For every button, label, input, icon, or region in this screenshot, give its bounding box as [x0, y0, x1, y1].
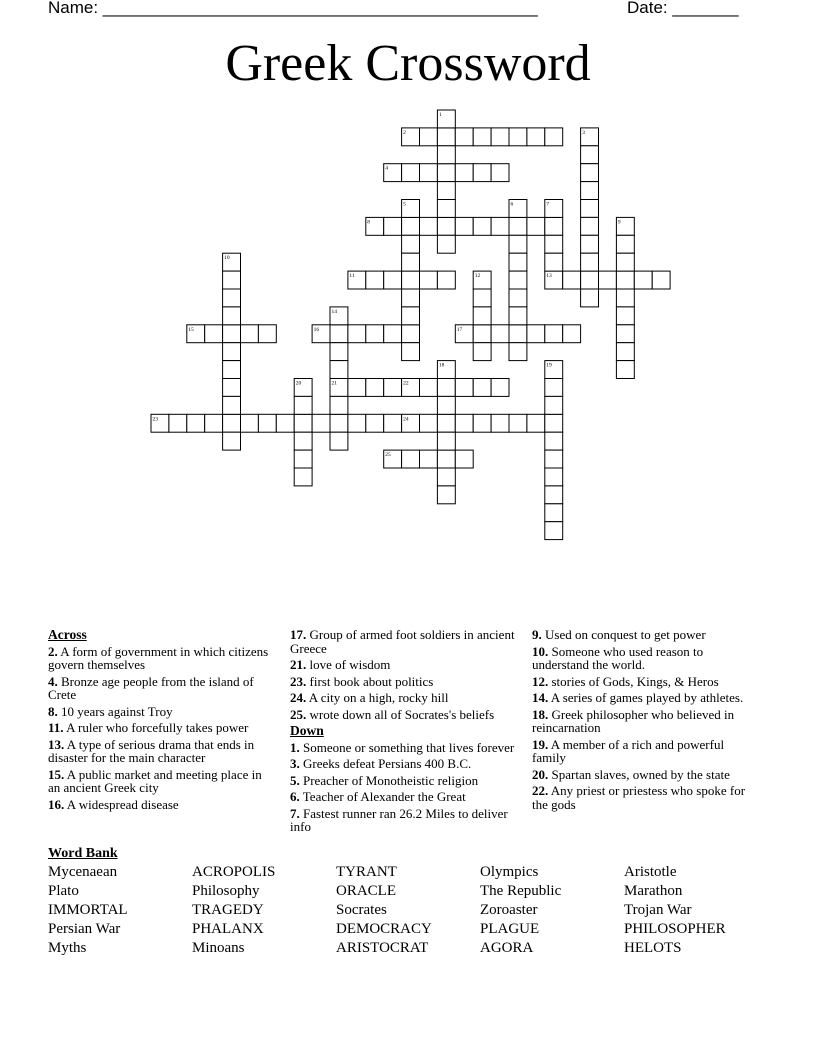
grid-cell[interactable]	[473, 379, 491, 397]
clue-item	[290, 774, 515, 788]
grid-cell[interactable]	[545, 217, 563, 235]
grid-cell[interactable]	[581, 253, 599, 271]
cell-number: 9	[617, 219, 621, 226]
grid-cell[interactable]	[437, 468, 455, 486]
clue-text: Someone or something that lives forever	[299, 739, 515, 755]
cell-number: 6	[510, 201, 514, 208]
clue-item	[532, 645, 757, 672]
grid-cell[interactable]	[223, 396, 241, 414]
grid-cell[interactable]	[509, 217, 527, 235]
grid-cell[interactable]	[223, 343, 241, 361]
grid-cell[interactable]	[241, 414, 259, 432]
grid-cell[interactable]	[509, 253, 527, 271]
grid-cell[interactable]	[545, 468, 563, 486]
grid-cell[interactable]	[455, 164, 473, 182]
clue-text: Spartan slaves, owned by the state	[548, 766, 730, 782]
grid-cell[interactable]	[455, 379, 473, 397]
clue-number: 2.	[48, 643, 58, 659]
cell-number: 8	[367, 219, 371, 226]
clue-item	[48, 798, 273, 812]
clue-text: Preacher of Monotheistic religion	[299, 772, 479, 788]
clue-number: 1.	[290, 739, 300, 755]
clue-text: stories of Gods, Kings, & Heros	[548, 673, 719, 689]
cell-number: 25	[385, 452, 391, 459]
word-bank-item: Socrates	[336, 902, 387, 918]
grid-cell[interactable]	[581, 289, 599, 307]
word-bank-item: Philosophy	[192, 883, 260, 899]
grid-cell[interactable]	[616, 361, 634, 379]
grid-cell[interactable]	[348, 414, 366, 432]
clue-number: 17.	[290, 627, 307, 642]
clue-text: 10 years against Troy	[57, 703, 173, 719]
grid-cell[interactable]	[402, 271, 420, 289]
grid-cell[interactable]	[420, 271, 438, 289]
grid-cell[interactable]	[437, 182, 455, 200]
clue-item	[290, 691, 515, 705]
grid-cell[interactable]	[473, 289, 491, 307]
cell-number: 16	[313, 326, 320, 333]
grid-cell[interactable]	[330, 325, 348, 343]
clue-text: Someone who used reason to understand the world.	[532, 643, 704, 672]
grid-cell[interactable]	[455, 217, 473, 235]
word-bank-item: Plato	[48, 883, 79, 899]
word-bank-item: Olympics	[480, 864, 539, 880]
grid-cell[interactable]	[616, 271, 634, 289]
grid-cell[interactable]	[545, 396, 563, 414]
grid-cell[interactable]	[420, 217, 438, 235]
clue-item	[290, 708, 515, 722]
grid-cell[interactable]	[545, 414, 563, 432]
grid-cell[interactable]	[348, 379, 366, 397]
clue-number: 16.	[48, 796, 65, 812]
grid-cell[interactable]	[616, 235, 634, 253]
grid-cell[interactable]	[509, 235, 527, 253]
clue-number: 8.	[48, 703, 58, 719]
cell-number: 4	[385, 165, 388, 172]
word-bank-item: ARISTOCRAT	[336, 940, 429, 956]
grid-cell[interactable]	[402, 164, 420, 182]
grid-cell[interactable]	[437, 396, 455, 414]
cell-number: 3	[582, 129, 585, 136]
grid-cell[interactable]	[437, 414, 455, 432]
clue-text: Teacher of Alexander the Great	[299, 789, 466, 804]
clue-text: A series of games played by athletes.	[548, 690, 744, 705]
clue-item	[532, 738, 757, 765]
clue-number: 18.	[532, 706, 549, 722]
grid-cell[interactable]	[527, 128, 545, 146]
grid-cell[interactable]	[616, 325, 634, 343]
grid-cell[interactable]	[581, 235, 599, 253]
clue-number: 9.	[532, 627, 542, 642]
grid-cell[interactable]	[545, 379, 563, 397]
clue-number: 12.	[532, 673, 549, 689]
grid-cell[interactable]	[402, 289, 420, 307]
word-bank-item: HELOTS	[624, 940, 682, 956]
grid-cell[interactable]	[437, 432, 455, 450]
across-heading: Across	[48, 627, 87, 642]
cell-number: 24	[403, 416, 409, 423]
grid-cell[interactable]	[545, 522, 563, 540]
clue-text: Group of armed foot soldiers in ancient Greece	[290, 627, 515, 656]
clue-item	[290, 790, 515, 804]
cell-number: 5	[403, 201, 406, 208]
clue-column-3	[532, 628, 757, 814]
clue-text: wrote down all of Socrates's beliefs	[306, 706, 495, 722]
cell-number: 10	[224, 255, 230, 262]
grid-cell[interactable]	[581, 164, 599, 182]
cell-number: 1	[438, 112, 442, 118]
clue-item	[532, 784, 757, 811]
grid-cell[interactable]	[223, 432, 241, 450]
clue-text: A member of a rich and powerful family	[532, 736, 725, 765]
clue-text: Any priest or priestess who spoke for the gods	[532, 783, 746, 812]
word-bank-item: Marathon	[624, 883, 683, 899]
clue-item	[290, 741, 515, 755]
grid-cell[interactable]	[545, 235, 563, 253]
word-bank-item: ACROPOLIS	[192, 864, 276, 880]
clue-text: Bronze age people from the island of Crete	[48, 673, 254, 702]
clue-text: A city on a high, rocky hill	[306, 690, 449, 705]
clue-item	[532, 768, 757, 782]
clue-text: Used on conquest to get power	[541, 627, 706, 642]
grid-cell[interactable]	[348, 325, 366, 343]
grid-cell[interactable]	[545, 504, 563, 522]
grid-cell[interactable]	[205, 414, 223, 432]
word-bank-item: ORACLE	[336, 883, 396, 899]
grid-cell[interactable]	[384, 379, 402, 397]
word-bank-item: AGORA	[480, 940, 534, 956]
cell-number: 13	[546, 273, 552, 280]
grid-cell[interactable]	[581, 217, 599, 235]
clue-number: 25.	[290, 706, 307, 722]
clue-text: Greek philosopher who believed in reincarnation	[532, 706, 735, 735]
grid-cell[interactable]	[258, 325, 276, 343]
grid-cell[interactable]	[420, 450, 438, 468]
grid-cell[interactable]	[473, 164, 491, 182]
grid-cell[interactable]	[616, 307, 634, 325]
grid-cell[interactable]	[491, 325, 509, 343]
name-line[interactable]: Name: ______________________________________________	[48, 0, 538, 17]
date-line[interactable]: Date: _______	[627, 0, 739, 17]
word-bank-item: Minoans	[192, 940, 245, 956]
clue-item	[48, 768, 273, 795]
grid-cell[interactable]	[437, 235, 455, 253]
clue-number: 15.	[48, 766, 65, 782]
clue-item	[48, 721, 273, 735]
clue-item	[290, 757, 515, 771]
clue-text: first book about politics	[306, 673, 434, 689]
clue-number: 5.	[290, 772, 300, 788]
grid-cell[interactable]	[437, 486, 455, 504]
grid-cell[interactable]	[223, 271, 241, 289]
grid-cell[interactable]	[187, 414, 205, 432]
grid-cell[interactable]	[420, 128, 438, 146]
grid-cell[interactable]	[223, 307, 241, 325]
grid-cell[interactable]	[545, 432, 563, 450]
clue-item	[290, 675, 515, 689]
clue-number: 24.	[290, 690, 307, 705]
grid-cell[interactable]	[455, 450, 473, 468]
grid-cell[interactable]	[509, 307, 527, 325]
grid-cell[interactable]	[527, 325, 545, 343]
grid-cell[interactable]	[509, 271, 527, 289]
word-bank-item: TRAGEDY	[192, 902, 264, 918]
word-bank-item: PHILOSOPHER	[624, 921, 726, 937]
clue-item	[48, 738, 273, 765]
word-bank-item: Persian War	[48, 921, 121, 937]
clue-text: Fastest runner ran 26.2 Miles to deliver info	[290, 805, 508, 834]
clue-text: love of wisdom	[306, 657, 391, 672]
grid-cell[interactable]	[563, 325, 581, 343]
grid-cell[interactable]	[420, 414, 438, 432]
grid-cell[interactable]	[437, 128, 455, 146]
grid-cell[interactable]	[294, 468, 312, 486]
cell-number: 21	[331, 380, 337, 387]
grid-cell[interactable]	[616, 289, 634, 307]
clue-number: 4.	[48, 673, 58, 689]
grid-cell[interactable]	[473, 128, 491, 146]
grid-cell[interactable]	[634, 271, 652, 289]
grid-cell[interactable]	[276, 414, 294, 432]
clue-column-2	[290, 628, 515, 837]
grid-cell[interactable]	[294, 450, 312, 468]
cell-number: 18	[438, 362, 445, 369]
grid-cell[interactable]	[455, 414, 473, 432]
grid-cell[interactable]	[223, 325, 241, 343]
clue-item	[290, 628, 515, 655]
grid-cell[interactable]	[545, 486, 563, 504]
grid-cell[interactable]	[616, 253, 634, 271]
grid-cell[interactable]	[491, 217, 509, 235]
grid-cell[interactable]	[420, 164, 438, 182]
grid-cell[interactable]	[473, 414, 491, 432]
grid-cell[interactable]	[402, 253, 420, 271]
grid-cell[interactable]	[294, 414, 312, 432]
grid-cell[interactable]	[169, 414, 187, 432]
grid-cell[interactable]	[366, 414, 384, 432]
clue-number: 20.	[532, 766, 549, 782]
cell-number: 7	[546, 201, 550, 208]
clue-number: 22.	[532, 783, 549, 798]
grid-cell[interactable]	[437, 200, 455, 218]
clue-column-1	[48, 628, 273, 814]
grid-cell[interactable]	[616, 343, 634, 361]
grid-cell[interactable]	[205, 325, 223, 343]
grid-cell[interactable]	[330, 396, 348, 414]
grid-cell[interactable]	[223, 414, 241, 432]
clue-number: 3.	[290, 756, 300, 771]
word-bank-item: Zoroaster	[480, 902, 538, 918]
clue-item	[48, 705, 273, 719]
grid-cell[interactable]	[491, 128, 509, 146]
clue-item	[532, 691, 757, 705]
cell-number: 12	[474, 273, 481, 280]
grid-cell[interactable]	[473, 307, 491, 325]
clue-item	[48, 675, 273, 702]
grid-cell[interactable]	[652, 271, 670, 289]
word-bank-item: Aristotle	[624, 864, 677, 880]
clue-number: 13.	[48, 736, 65, 752]
grid-cell[interactable]	[581, 200, 599, 218]
word-bank-item: Myths	[48, 940, 87, 956]
grid-cell[interactable]	[294, 432, 312, 450]
grid-cell[interactable]	[509, 128, 527, 146]
cell-number: 17	[456, 326, 463, 333]
clue-text: A public market and meeting place in an ancient Greek city	[48, 766, 262, 795]
word-bank-item: PLAGUE	[480, 921, 540, 937]
grid-cell[interactable]	[402, 450, 420, 468]
grid-cell[interactable]	[223, 379, 241, 397]
clue-text: A widespread disease	[64, 796, 179, 812]
grid-cell[interactable]	[545, 128, 563, 146]
grid-cell[interactable]	[384, 217, 402, 235]
grid-cell[interactable]	[437, 271, 455, 289]
clue-number: 19.	[532, 736, 549, 752]
word-bank-item: The Republic	[480, 883, 562, 899]
grid-cell[interactable]	[473, 343, 491, 361]
grid-cell[interactable]	[312, 414, 330, 432]
grid-cell[interactable]	[330, 432, 348, 450]
grid-cell[interactable]	[581, 146, 599, 164]
grid-cell[interactable]	[527, 414, 545, 432]
word-bank-item: Mycenaean	[48, 864, 118, 880]
grid-cell[interactable]	[509, 325, 527, 343]
clue-number: 6.	[290, 789, 300, 804]
grid-cell[interactable]	[223, 289, 241, 307]
grid-cell[interactable]	[384, 414, 402, 432]
clue-number: 10.	[532, 643, 549, 659]
word-bank-title: Word Bank	[48, 846, 118, 861]
grid-cell[interactable]	[437, 450, 455, 468]
grid-cell[interactable]	[473, 325, 491, 343]
grid-cell[interactable]	[473, 217, 491, 235]
cell-number: 11	[349, 273, 355, 280]
clue-item	[532, 675, 757, 689]
grid-cell[interactable]	[366, 325, 384, 343]
grid-cell[interactable]	[491, 379, 509, 397]
clue-number: 11.	[48, 720, 64, 735]
word-bank-item: PHALANX	[192, 921, 264, 937]
grid-cell[interactable]	[402, 325, 420, 343]
clue-item	[48, 645, 273, 672]
grid-cell[interactable]	[581, 182, 599, 200]
word-bank-item: Trojan War	[624, 902, 692, 918]
grid-cell[interactable]	[599, 271, 617, 289]
clue-item	[532, 628, 757, 642]
grid-cell[interactable]	[509, 289, 527, 307]
clue-number: 21.	[290, 657, 307, 672]
clue-item	[532, 708, 757, 735]
clue-text: Greeks defeat Persians 400 B.C.	[299, 756, 472, 771]
grid-cell[interactable]	[420, 379, 438, 397]
word-bank-item: IMMORTAL	[48, 902, 128, 918]
grid-cell[interactable]	[258, 414, 276, 432]
word-bank-item: DEMOCRACY	[336, 921, 432, 937]
grid-cell[interactable]	[491, 414, 509, 432]
clue-text: A form of government in which citizens govern themselves	[48, 643, 269, 672]
grid-cell[interactable]	[563, 271, 581, 289]
grid-cell[interactable]	[402, 217, 420, 235]
clue-item	[290, 658, 515, 672]
grid-cell[interactable]	[402, 343, 420, 361]
grid-cell[interactable]	[330, 414, 348, 432]
grid-cell[interactable]	[437, 379, 455, 397]
cell-number: 23	[152, 416, 158, 423]
grid-cell[interactable]	[581, 271, 599, 289]
grid-cell[interactable]	[366, 271, 384, 289]
grid-cell[interactable]	[223, 361, 241, 379]
clue-number: 23.	[290, 673, 307, 689]
cell-number: 19	[546, 362, 552, 369]
cell-number: 22	[403, 380, 409, 387]
word-bank-item: TYRANT	[336, 864, 397, 880]
clue-text: A ruler who forcefully takes power	[63, 720, 249, 735]
cell-number: 20	[295, 380, 302, 387]
clue-number: 7.	[290, 805, 300, 821]
grid-cell[interactable]	[330, 361, 348, 379]
cell-number: 2	[403, 129, 406, 136]
grid-cell[interactable]	[402, 307, 420, 325]
grid-cell[interactable]	[491, 164, 509, 182]
clue-number: 14.	[532, 690, 549, 705]
grid-cell[interactable]	[384, 325, 402, 343]
clue-text: A type of serious drama that ends in disaster for the main character	[48, 736, 255, 765]
grid-cell[interactable]	[366, 379, 384, 397]
down-heading: Down	[290, 723, 324, 738]
cell-number: 14	[331, 308, 337, 315]
grid-cell[interactable]	[241, 325, 259, 343]
page-title: Greek Crossword	[225, 35, 591, 92]
grid-cell[interactable]	[330, 343, 348, 361]
grid-cell[interactable]	[545, 450, 563, 468]
grid-cell[interactable]	[437, 146, 455, 164]
grid-cell[interactable]	[545, 253, 563, 271]
grid-cell[interactable]	[455, 128, 473, 146]
grid-cell[interactable]	[384, 271, 402, 289]
grid-cell[interactable]	[437, 217, 455, 235]
grid-cell[interactable]	[545, 325, 563, 343]
grid-cell[interactable]	[294, 396, 312, 414]
grid-cell[interactable]	[402, 235, 420, 253]
grid-cell[interactable]	[527, 217, 545, 235]
clue-item	[290, 807, 515, 834]
grid-cell[interactable]	[509, 414, 527, 432]
cell-number: 15	[188, 326, 194, 333]
grid-cell[interactable]	[509, 343, 527, 361]
grid-cell[interactable]	[437, 164, 455, 182]
